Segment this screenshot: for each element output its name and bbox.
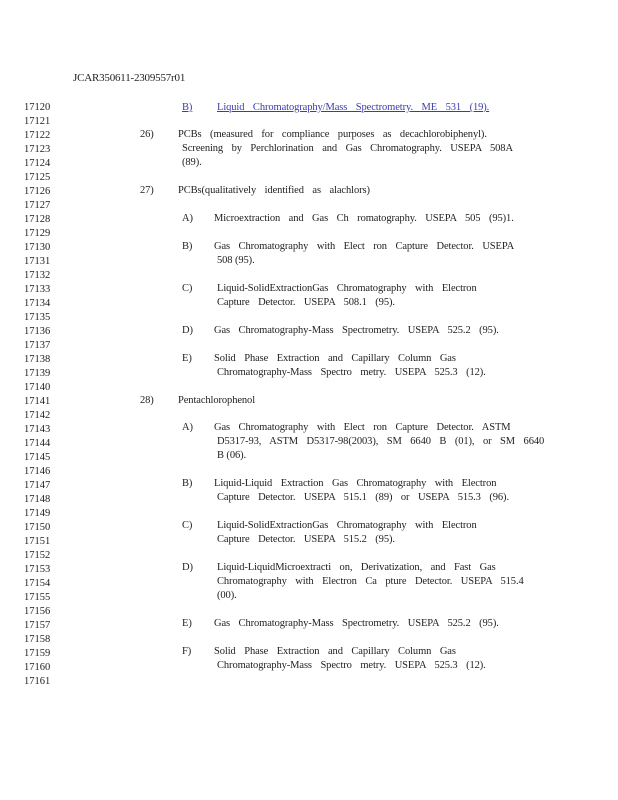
line-number: 17148 bbox=[24, 494, 51, 505]
line-number: 17150 bbox=[24, 522, 51, 533]
item-text: Liquid-SolidExtractionGas Chromatography with Electron bbox=[217, 283, 477, 294]
item-letter: B) bbox=[182, 241, 193, 252]
line-number: 17153 bbox=[24, 564, 51, 575]
line-number: 17132 bbox=[24, 270, 51, 281]
line-number: 17161 bbox=[24, 676, 51, 687]
line-number: 17156 bbox=[24, 606, 51, 617]
line-number: 17157 bbox=[24, 620, 51, 631]
item-text: Microextraction and Gas Ch romatography. USEPA 505 (95)1. bbox=[214, 213, 514, 224]
line-number: 17129 bbox=[24, 228, 51, 239]
item-number: 26) bbox=[140, 129, 154, 140]
line-number: 17154 bbox=[24, 578, 51, 589]
document-header: JCAR350611-2309557r01 bbox=[73, 72, 186, 84]
item-text: Solid Phase Extraction and Capillary Column Gas bbox=[214, 646, 456, 657]
item-letter: C) bbox=[182, 520, 193, 531]
item-text: Capture Detector. USEPA 515.2 (95). bbox=[217, 534, 395, 545]
method-link[interactable]: Liquid Chromatography/Mass Spectrometry. ME 531 (19). bbox=[217, 102, 490, 113]
line-number: 17158 bbox=[24, 634, 51, 645]
item-text: Gas Chromatography-Mass Spectrometry. USEPA 525.2 (95). bbox=[214, 325, 499, 336]
item-text: Solid Phase Extraction and Capillary Column Gas bbox=[214, 353, 456, 364]
line-number: 17124 bbox=[24, 158, 51, 169]
item-letter: F) bbox=[182, 646, 192, 657]
item-letter: B) bbox=[182, 478, 193, 489]
line-number: 17122 bbox=[24, 130, 51, 141]
line-number: 17127 bbox=[24, 200, 51, 211]
line-number: 17144 bbox=[24, 438, 51, 449]
line-number: 17125 bbox=[24, 172, 51, 183]
item-letter: C) bbox=[182, 283, 193, 294]
item-text: (89). bbox=[182, 157, 202, 168]
item-letter[interactable]: B) bbox=[182, 102, 193, 113]
line-number: 17142 bbox=[24, 410, 51, 421]
item-text: Liquid-SolidExtractionGas Chromatography with Electron bbox=[217, 520, 477, 531]
item-text: D5317-93, ASTM D5317-98(2003), SM 6640 B (01), or SM 6640 bbox=[217, 436, 545, 447]
line-number: 17134 bbox=[24, 298, 51, 309]
item-text: 508 (95). bbox=[217, 255, 255, 266]
item-text: PCBs(qualitatively identified as alachlors) bbox=[178, 185, 370, 196]
line-number: 17120 bbox=[24, 102, 51, 113]
item-letter: E) bbox=[182, 353, 192, 364]
line-number: 17126 bbox=[24, 186, 51, 197]
line-number: 17145 bbox=[24, 452, 51, 463]
item-letter: A) bbox=[182, 213, 193, 224]
line-number: 17146 bbox=[24, 466, 51, 477]
item-text: Chromatography with Electron Ca pture Detector. USEPA 515.4 bbox=[217, 576, 524, 587]
line-number: 17130 bbox=[24, 242, 51, 253]
item-text: Liquid-LiquidMicroextracti on, Derivatization, and Fast Gas bbox=[217, 562, 496, 573]
line-number: 17149 bbox=[24, 508, 51, 519]
line-number: 17140 bbox=[24, 382, 51, 393]
item-number: 28) bbox=[140, 395, 154, 406]
line-number: 17152 bbox=[24, 550, 51, 561]
line-number: 17141 bbox=[24, 396, 51, 407]
item-text: B (06). bbox=[217, 450, 247, 461]
line-number: 17133 bbox=[24, 284, 51, 295]
item-text: Gas Chromatography with Elect ron Capture Detector. USEPA bbox=[214, 241, 515, 252]
line-number: 17135 bbox=[24, 312, 51, 323]
line-number: 17138 bbox=[24, 354, 51, 365]
line-number: 17160 bbox=[24, 662, 51, 673]
line-number: 17155 bbox=[24, 592, 51, 603]
item-text: (00). bbox=[217, 590, 237, 601]
item-text: Gas Chromatography with Elect ron Capture Detector. ASTM bbox=[214, 422, 511, 433]
line-number: 17139 bbox=[24, 368, 51, 379]
item-letter: D) bbox=[182, 325, 193, 336]
item-text: Capture Detector. USEPA 515.1 (89) or USEPA 515.3 (96). bbox=[217, 492, 509, 503]
item-letter: D) bbox=[182, 562, 193, 573]
line-number: 17131 bbox=[24, 256, 51, 267]
item-text: Chromatography-Mass Spectro metry. USEPA 525.3 (12). bbox=[217, 367, 486, 378]
item-text: Screening by Perchlorination and Gas Chromatography. USEPA 508A bbox=[182, 143, 513, 154]
line-number: 17143 bbox=[24, 424, 51, 435]
item-letter: A) bbox=[182, 422, 193, 433]
line-number: 17147 bbox=[24, 480, 51, 491]
item-letter: E) bbox=[182, 618, 192, 629]
line-number: 17128 bbox=[24, 214, 51, 225]
line-number: 17159 bbox=[24, 648, 51, 659]
item-text: Chromatography-Mass Spectro metry. USEPA 525.3 (12). bbox=[217, 660, 486, 671]
item-text: Capture Detector. USEPA 508.1 (95). bbox=[217, 297, 395, 308]
item-text: Gas Chromatography-Mass Spectrometry. USEPA 525.2 (95). bbox=[214, 618, 499, 629]
item-text: PCBs (measured for compliance purposes as decachlorobiphenyl). bbox=[178, 129, 487, 140]
item-number: 27) bbox=[140, 185, 154, 196]
line-number: 17123 bbox=[24, 144, 51, 155]
line-number: 17137 bbox=[24, 340, 51, 351]
line-number: 17151 bbox=[24, 536, 51, 547]
line-number: 17136 bbox=[24, 326, 51, 337]
item-text: Liquid-Liquid Extraction Gas Chromatography with Electron bbox=[214, 478, 497, 489]
line-number: 17121 bbox=[24, 116, 51, 127]
item-text: Pentachlorophenol bbox=[178, 395, 256, 406]
